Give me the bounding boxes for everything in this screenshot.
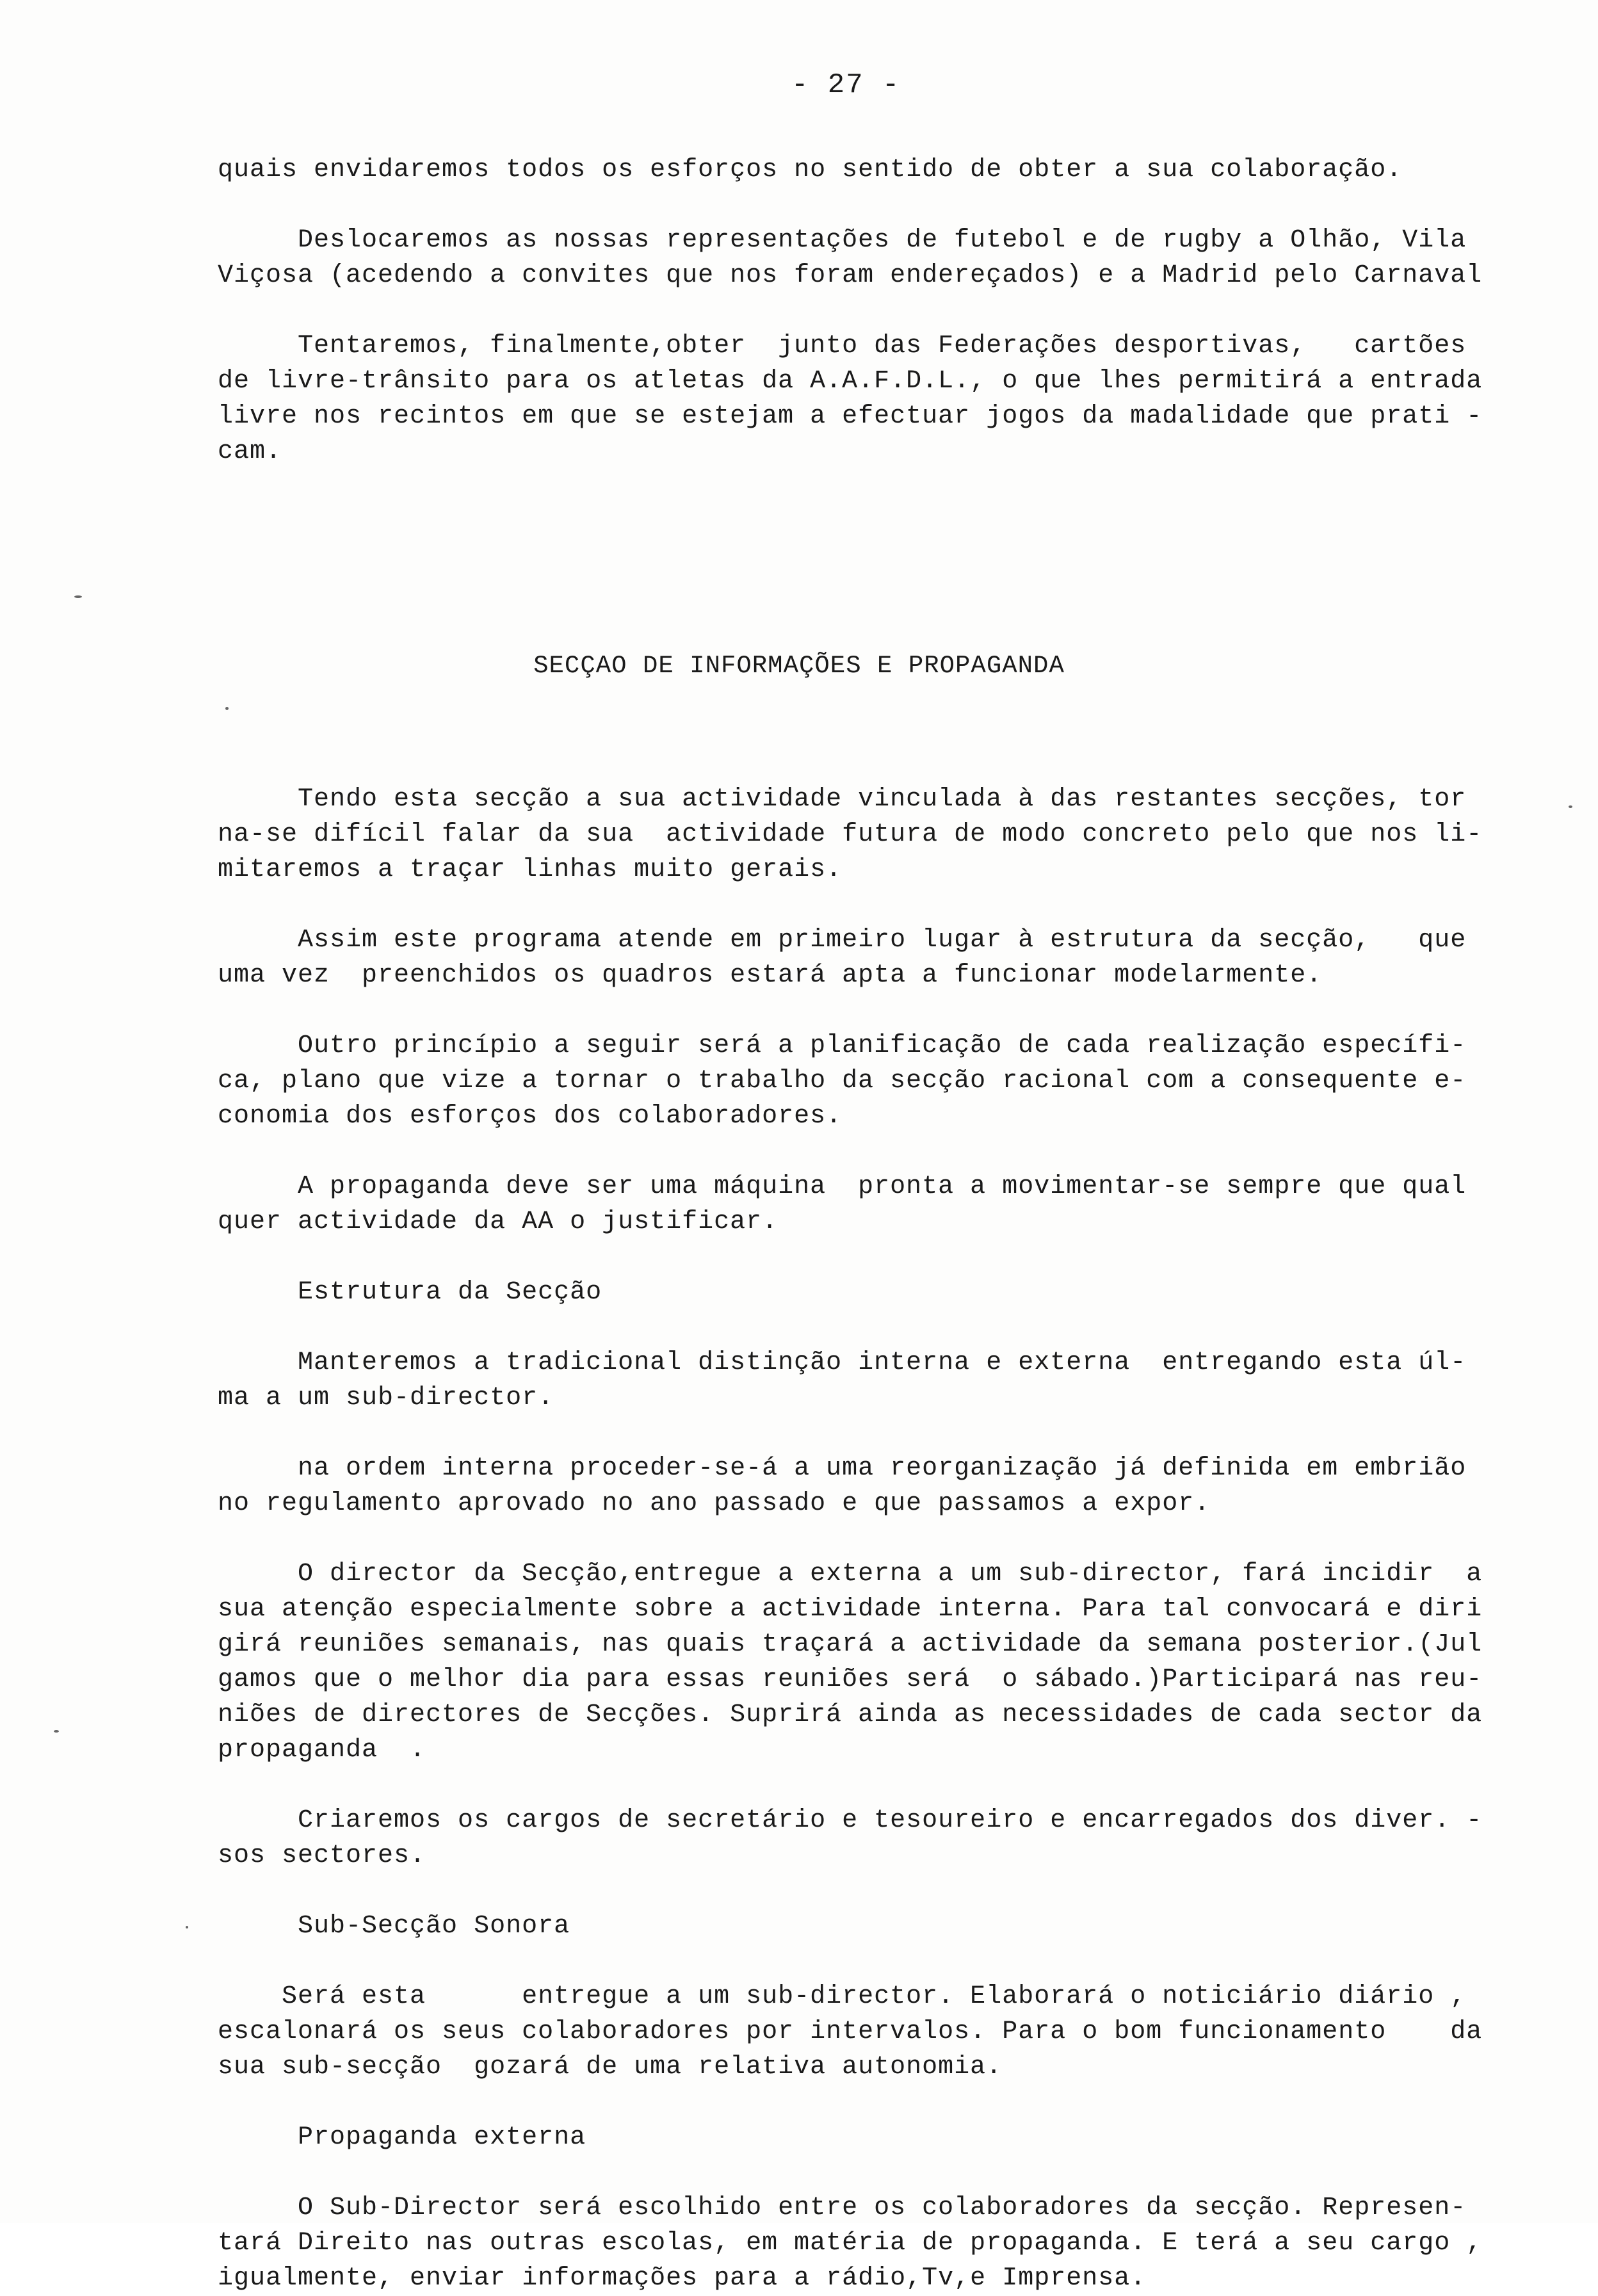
text-line: Tendo esta secção a sua actividade vinculada à das restantes secções, tor: [218, 785, 1467, 814]
text-line: [218, 1873, 1460, 1909]
text-line: [218, 1134, 1460, 1169]
text-line: gamos que o melhor dia para essas reuniões será o sábado.)Participará nas reu-: [218, 1665, 1483, 1694]
text-line: Criaremos os cargos de secretário e tesoureiro e encarregados dos diver. -: [218, 1806, 1483, 1835]
text-line: quais envidaremos todos os esforços no sentido de obter a sua colaboração.: [218, 156, 1403, 184]
page-number: - 27 -: [791, 69, 901, 101]
text-line: Assim este programa atende em primeiro lugar à estrutura da secção, que: [218, 926, 1467, 955]
text-line: [218, 1416, 1460, 1451]
text-line: mitaremos a traçar linhas muito gerais.: [218, 855, 843, 884]
text-line: [218, 188, 1460, 223]
section-title: SECÇAO DE INFORMAÇÕES E PROPAGANDA: [533, 652, 1065, 680]
text-line: no regulamento aprovado no ano passado e que passamos a expor.: [218, 1489, 1211, 1518]
text-line: igualmente, enviar informações para a rádio,Tv,e Imprensa.: [218, 2264, 1147, 2293]
text-line: [218, 2085, 1460, 2120]
text-line: [218, 993, 1460, 1028]
text-line: Será esta entregue a um sub-director. Elaborará o noticiário diário ,: [218, 1982, 1467, 2011]
text-line: cam.: [218, 437, 282, 466]
scan-speck: [1569, 805, 1572, 808]
text-line: sos sectores.: [218, 1841, 426, 1870]
lower-paragraphs: [218, 782, 1483, 2296]
text-line: Tentaremos, finalmente,obter junto das Federações desportivas, cartões: [218, 332, 1467, 360]
text-line: escalonará os seus colaboradores por intervalos. Para o bom funcionamento da: [218, 2017, 1483, 2046]
scan-speck: [54, 1730, 59, 1733]
text-line: propaganda .: [218, 1736, 426, 1765]
text-line: Outro princípio a seguir será a planificação de cada realização específi-: [218, 1031, 1467, 1060]
text-line: O Sub-Director será escolhido entre os colaboradores da secção. Represen-: [218, 2194, 1467, 2222]
text-line: [218, 2155, 1460, 2190]
text-line: sua sub-secção gozará de uma relativa autonomia.: [218, 2053, 1003, 2082]
text-line: [218, 1768, 1460, 1803]
text-line: Manteremos a tradicional distinção interna e externa entregando esta úl-: [218, 1348, 1467, 1377]
text-line: O director da Secção,entregue a externa a um sub-director, fará incidir a: [218, 1560, 1483, 1589]
text-line: [218, 887, 1460, 923]
text-line: livre nos recintos em que se estejam a efectuar jogos da madalidade que prati -: [218, 402, 1483, 431]
text-line: Estrutura da Secção: [218, 1278, 602, 1307]
scan-speck: [225, 707, 229, 710]
text-line: [218, 1240, 1460, 1275]
text-line: [218, 293, 1460, 328]
text-line: Propaganda externa: [218, 2123, 586, 2152]
text-line: [218, 1944, 1460, 1979]
scan-speck: [186, 1926, 188, 1928]
text-line: [218, 1310, 1460, 1345]
text-line: uma vez preenchidos os quadros estará apta a funcionar modelarmente.: [218, 961, 1323, 990]
text-line: girá reuniões semanais, nas quais traçará a actividade da semana posterior.(Jul: [218, 1630, 1483, 1659]
text-line: [218, 1521, 1460, 1556]
text-line: conomia dos esforços dos colaboradores.: [218, 1102, 843, 1131]
text-line: quer actividade da AA o justificar.: [218, 1208, 779, 1236]
text-line: Deslocaremos as nossas representações de futebol e de rugby a Olhão, Vila: [218, 226, 1467, 255]
scan-speck: [74, 595, 82, 598]
text-line: de livre-trânsito para os atletas da A.A.F.D.L., o que lhes permitirá a entrada: [218, 367, 1483, 396]
upper-paragraphs: [218, 152, 1483, 469]
text-line: sua atenção especialmente sobre a actividade interna. Para tal convocará e diri: [218, 1595, 1483, 1624]
text-line: tará Direito nas outras escolas, em matéria de propaganda. E terá a seu cargo ,: [218, 2229, 1483, 2258]
text-line: Sub-Secção Sonora: [218, 1912, 570, 1941]
text-line: A propaganda deve ser uma máquina pronta a movimentar-se sempre que qual: [218, 1172, 1467, 1201]
text-line: Viçosa (acedendo a convites que nos foram endereçados) e a Madrid pelo Carnaval: [218, 261, 1483, 290]
text-line: niões de directores de Secções. Suprirá ainda as necessidades de cada sector da: [218, 1701, 1483, 1729]
text-line: ca, plano que vize a tornar o trabalho da secção racional com a consequente e-: [218, 1067, 1467, 1095]
text-line: ma a um sub-director.: [218, 1384, 554, 1412]
text-line: na ordem interna proceder-se-á a uma reorganização já definida em embrião: [218, 1454, 1467, 1483]
text-line: na-se difícil falar da sua actividade futura de modo concreto pelo que nos li-: [218, 820, 1483, 849]
